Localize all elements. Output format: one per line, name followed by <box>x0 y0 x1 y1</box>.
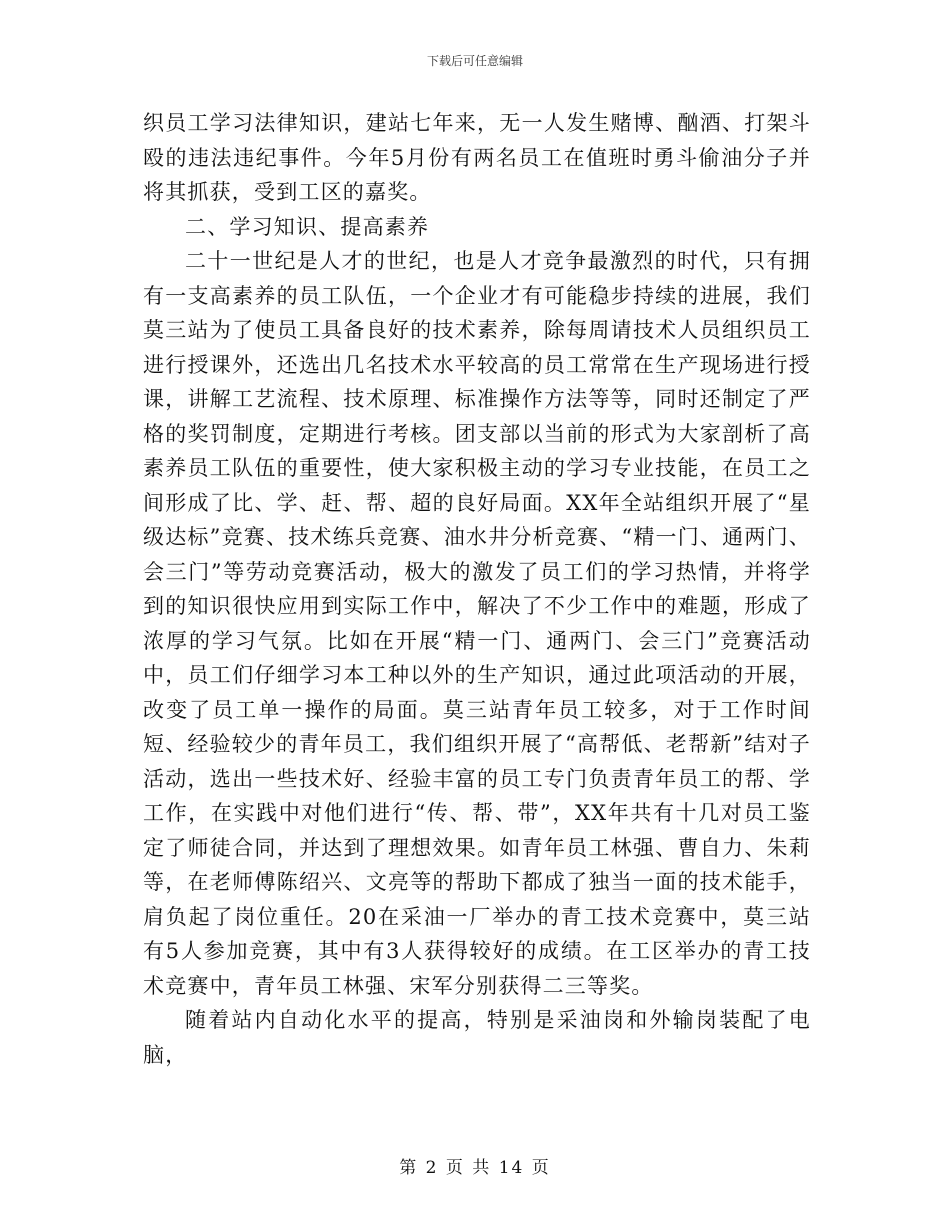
paragraph-continuation: 织员工学习法律知识，建站七年来，无一人发生赌博、酗酒、打架斗殴的违法违纪事件。今年5月份有两名员工在值班时勇斗偷油分子并将其抓获，受到工区的嘉奖。 <box>143 111 811 204</box>
section-heading: 二、学习知识、提高素养 <box>185 214 430 239</box>
document-body <box>143 106 811 1072</box>
page-number: 第 2 页 共 14 页 <box>399 1158 551 1178</box>
paragraph: 二十一世纪是人才的世纪，也是人才竞争最激烈的时代，只有拥有一支高素养的员工队伍，一个企业才有可能稳步持续的进展，我们莫三站为了使员工具备良好的技术素养，除每周请技术人员组织员工进行授课外，还选出几名技术水平较高的员工常常在生产现场进行授课，讲解工艺流程、技术原理、标准操作方法等等，同时还制定了严格的奖罚制度，定期进行考核。团支部以当前的形式为大家剖析了高素养员工队伍的重要性，使大家积极主动的学习专业技能，在员工之间形成了比、学、赶、帮、超的良好局面。XX年全站组织开展了“星级达标”竞赛、技术练兵竞赛、油水井分析竞赛、“精一门、通两门、会三门”等劳动竞赛活动，极大的激发了员工们的学习热情，并将学到的知识很快应用到实际工作中，解决了不少工作中的难题，形成了浓厚的学习气氛。比如在开展“精一门、通两门、会三门”竞赛活动中，员工们仔细学习本工种以外的生产知识，通过此项活动的开展，改变了员工单一操作的局面。莫三站青年员工较多，对于工作时间短、经验较少的青年员工，我们组织开展了“高帮低、老帮新”结对子活动，选出一些技术好、经验丰富的员工专门负责青年员工的帮、学工作，在实践中对他们进行“传、帮、带”，XX年共有十几对员工鉴定了师徒合同，并达到了理想效果。如青年员工林强、曹自力、朱莉等，在老师傅陈绍兴、文亮等的帮助下都成了独当一面的技术能手，肩负起了岗位重任。20在采油一厂举办的青工技术竞赛中，莫三站有5人参加竞赛，其中有3人获得较好的成绩。在工区举办的青工技术竞赛中，青年员工林强、宋军分别获得二三等奖。 <box>143 249 811 998</box>
page-header: 下载后可任意编辑 <box>426 54 523 68</box>
paragraph: 随着站内自动化水平的提高，特别是采油岗和外输岗装配了电脑， <box>143 1008 811 1067</box>
